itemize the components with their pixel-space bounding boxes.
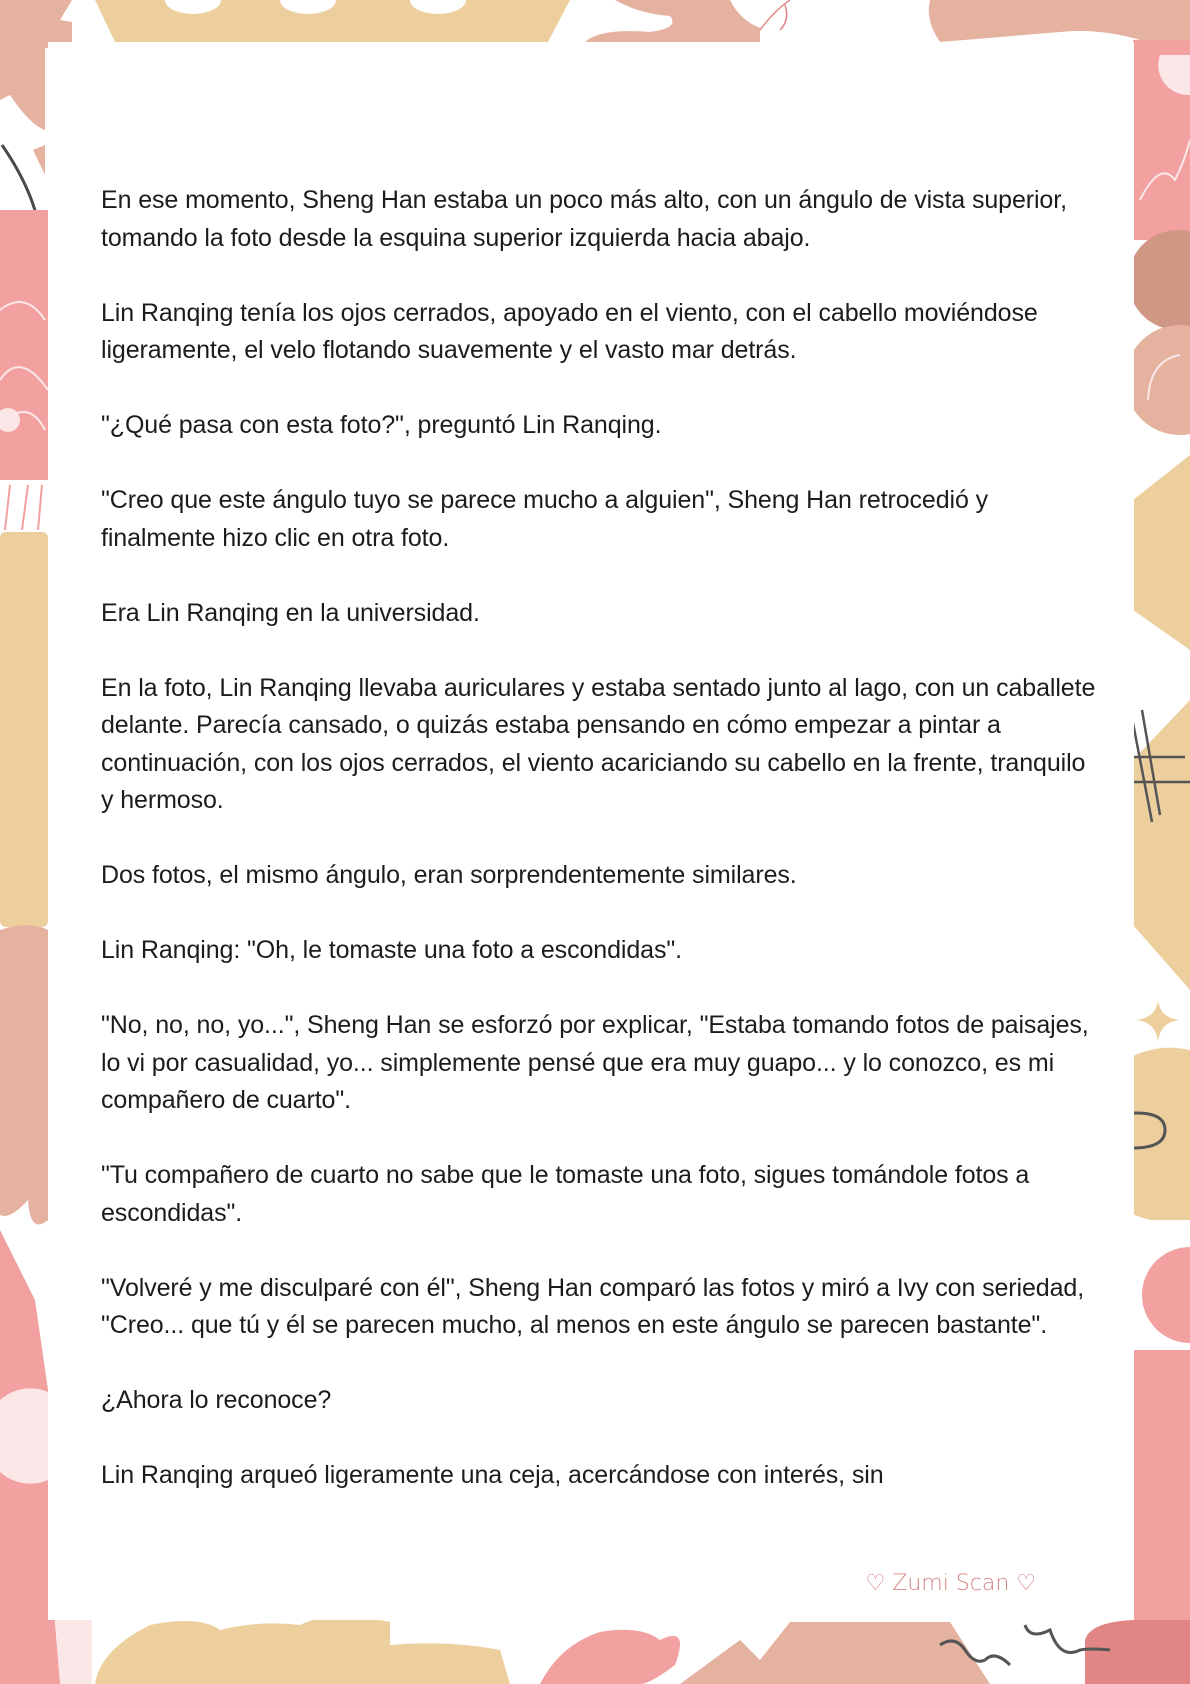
top-right-peach-shape — [929, 0, 1190, 42]
paragraph: Lin Ranqing tenía los ojos cerrados, apoyado en el viento, con el cabello moviéndose ligeramente, el velo flotando suavemente y el vasto mar detrás. — [101, 298, 1038, 364]
bottom-tan-blob — [95, 1617, 510, 1684]
paragraph: En la foto, Lin Ranqing llevaba auriculares y estaba sentado junto al lago, con un caballete delante. Parecía cansado, o quizás estaba pensando en cómo empezar a pintar a continuación, con los ojos cerrados, el viento acariciando su cabello en la frente, tranquilo y hermoso. — [101, 673, 1096, 814]
paragraph: En ese momento, Sheng Han estaba un poco más alto, con un ángulo de vista superior, tomando la foto desde la esquina superior izquierda hacia abajo. — [101, 186, 1067, 252]
chapter-text — [101, 182, 1101, 1532]
paragraph: Lin Ranqing: "Oh, le tomaste una foto a escondidas". — [101, 936, 682, 964]
paragraph: "Creo que este ángulo tuyo se parece mucho a alguien", Sheng Han retrocedió y finalmente hizo clic en otra foto. — [101, 486, 989, 552]
left-peach-shape — [0, 48, 45, 130]
document-page — [48, 42, 1134, 1620]
paragraph: Lin Ranqing arqueó ligeramente una ceja, acercándose con interés, sin — [101, 1461, 884, 1489]
paragraph: Dos fotos, el mismo ángulo, eran sorprendentemente similares. — [101, 861, 797, 889]
bottom-rose-shape — [1085, 1620, 1190, 1684]
left-pink-column — [0, 210, 48, 480]
right-pink-circle — [1142, 1247, 1190, 1343]
sparkle-icon — [1136, 1000, 1180, 1042]
bottom-peach-mountains — [680, 1622, 990, 1684]
paragraph: ¿Ahora lo reconoce? — [101, 1386, 332, 1414]
paragraph: "No, no, no, yo...", Sheng Han se esforzó por explicar, "Estaba tomando fotos de paisajes, lo vi por casualidad, yo... simplemente pensé que era muy guapo... y lo conozco, es mi compañero de cuarto". — [101, 1011, 1089, 1114]
paragraph: "Tu compañero de cuarto no sabe que le tomaste una foto, sigues tomándole fotos a escondidas". — [101, 1161, 1030, 1227]
left-tan-column — [0, 532, 48, 927]
scanlator-signature: ♡ Zumi Scan ♡ — [865, 1571, 1036, 1596]
paragraph: Era Lin Ranqing en la universidad. — [101, 598, 480, 627]
right-mauve-circle — [1128, 230, 1190, 330]
top-left-peach-shape — [0, 0, 72, 48]
paragraph: "¿Qué pasa con esta foto?", preguntó Lin Ranqing. — [101, 411, 662, 439]
right-tan-hexagon — [1133, 455, 1190, 650]
top-peach-wave — [585, 0, 760, 42]
paragraph: "Volveré y me disculparé con él", Sheng Han comparó las fotos y miró a Ivy con seriedad, "Creo... que tú y él se parecen mucho, al menos en este ángulo se parecen bastante". — [101, 1273, 1085, 1339]
bottom-pink-scribble — [540, 1630, 680, 1684]
left-peach-blob — [0, 925, 48, 1225]
